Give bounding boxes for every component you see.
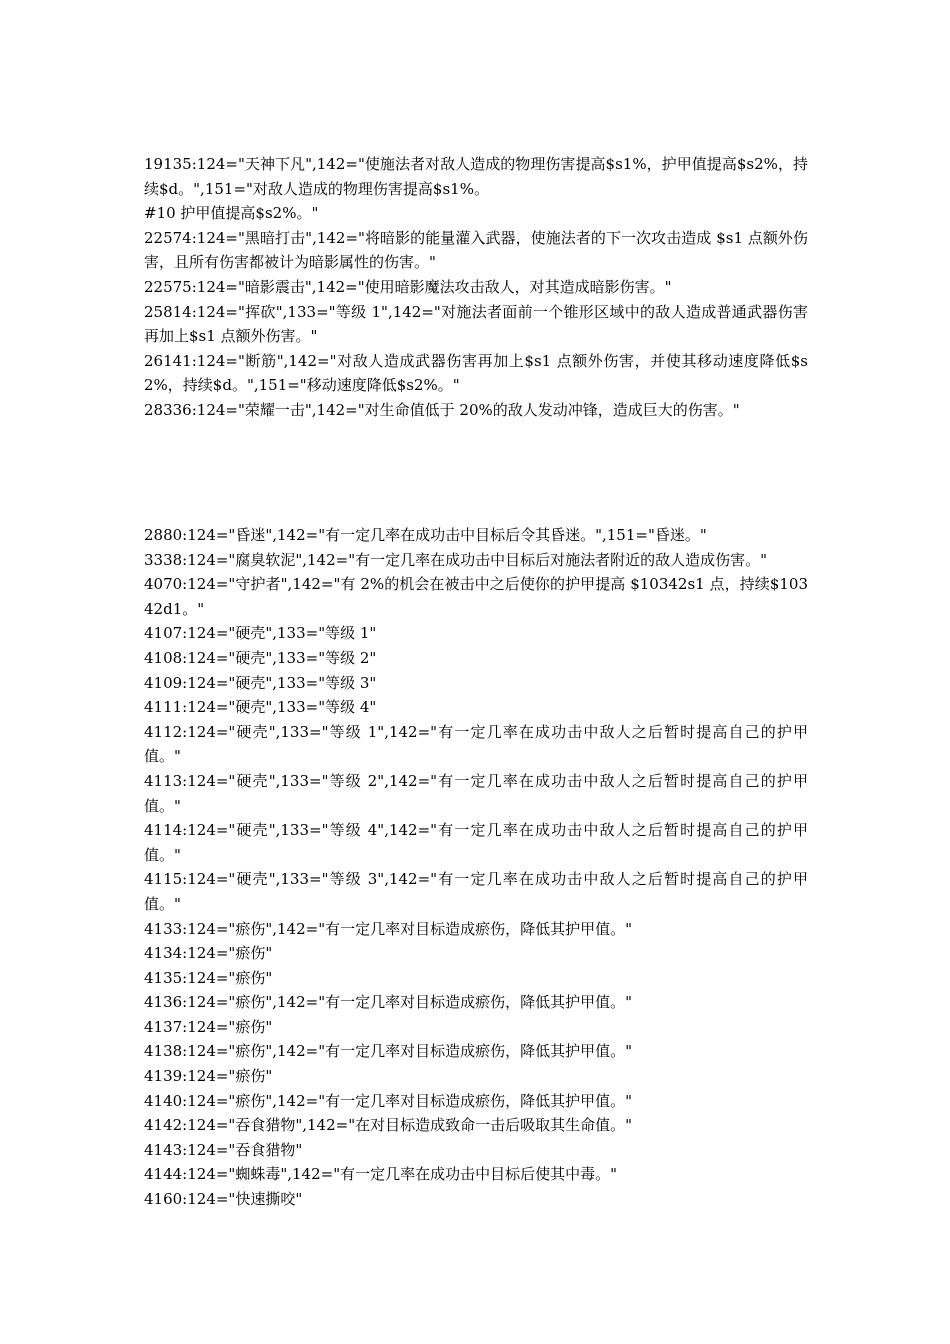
entry-line: 4070:124="守护者",142="有 2%的机会在被击中之后使你的护甲提高 $10342s1 点，持续$10342d1。" bbox=[144, 575, 808, 618]
text-block-1 bbox=[144, 152, 808, 423]
entry-line: 4144:124="蜘蛛毒",142="有一定几率在成功击中目标后使其中毒。" bbox=[144, 1165, 617, 1184]
entry-line: 4109:124="硬壳",133="等级 3" bbox=[144, 673, 377, 692]
entry-line: 4111:124="硬壳",133="等级 4" bbox=[144, 698, 377, 717]
entry-line: #10 护甲值提高$s2%。" bbox=[144, 204, 319, 223]
entry-line: 4138:124="瘀伤",142="有一定几率对目标造成瘀伤，降低其护甲值。" bbox=[144, 1042, 632, 1061]
entry-line: 4114:124="硬壳",133="等级 4",142="有一定几率在成功击中敌人之后暂时提高自己的护甲值。" bbox=[144, 821, 808, 864]
entry-line: 28336:124="荣耀一击",142="对生命值低于 20%的敌人发动冲锋，造成巨大的伤害。" bbox=[144, 400, 740, 419]
entry-line: 4136:124="瘀伤",142="有一定几率对目标造成瘀伤，降低其护甲值。" bbox=[144, 993, 632, 1012]
text-block-2 bbox=[144, 523, 808, 1212]
entry-line: 4112:124="硬壳",133="等级 1",142="有一定几率在成功击中敌人之后暂时提高自己的护甲值。" bbox=[144, 722, 808, 766]
entry-line: 3338:124="腐臭软泥",142="有一定几率在成功击中目标后对施法者附近的敌人造成伤害。" bbox=[144, 550, 767, 569]
entry-line: 4108:124="硬壳",133="等级 2" bbox=[144, 648, 377, 667]
entry-line: 19135:124="天神下凡",142="使施法者对敌人造成的物理伤害提高$s1%，护甲值提高$s2%，持续$d。",151="对敌人造成的物理伤害提高$s1%。 bbox=[144, 155, 808, 198]
entry-line: 4139:124="瘀伤" bbox=[144, 1067, 273, 1086]
entry-line: 4133:124="瘀伤",142="有一定几率对目标造成瘀伤，降低其护甲值。" bbox=[144, 919, 632, 938]
entry-line: 4143:124="吞食猎物" bbox=[144, 1140, 303, 1159]
entry-line: 4135:124="瘀伤" bbox=[144, 968, 273, 987]
entry-line: 4160:124="快速撕咬" bbox=[144, 1190, 303, 1209]
entry-line: 4140:124="瘀伤",142="有一定几率对目标造成瘀伤，降低其护甲值。" bbox=[144, 1091, 632, 1110]
entry-line: 4115:124="硬壳",133="等级 3",142="有一定几率在成功击中敌人之后暂时提高自己的护甲值。" bbox=[144, 870, 808, 913]
entry-line: 4137:124="瘀伤" bbox=[144, 1017, 273, 1036]
entry-line: 4107:124="硬壳",133="等级 1" bbox=[144, 624, 377, 643]
entry-line: 2880:124="昏迷",142="有一定几率在成功击中目标后令其昏迷。",151="昏迷。" bbox=[144, 526, 707, 544]
entry-line: 25814:124="挥砍",133="等级 1",142="对施法者面前一个锥形区域中的敌人造成普通武器伤害再加上$s1 点额外伤害。" bbox=[144, 302, 808, 346]
entry-line: 4113:124="硬壳",133="等级 2",142="有一定几率在成功击中敌人之后暂时提高自己的护甲值。" bbox=[144, 771, 808, 815]
entry-line: 22574:124="黑暗打击",142="将暗影的能量灌入武器，使施法者的下一次攻击造成 $s1 点额外伤害，且所有伤害都被计为暗影属性的伤害。" bbox=[144, 228, 808, 272]
entry-line: 22575:124="暗影震击",142="使用暗影魔法攻击敌人，对其造成暗影伤害。" bbox=[144, 277, 672, 296]
entry-line: 4134:124="瘀伤" bbox=[144, 944, 273, 963]
entry-line: 4142:124="吞食猎物",142="在对目标造成致命一击后吸取其生命值。" bbox=[144, 1116, 632, 1135]
entry-line: 26141:124="断筋",142="对敌人造成武器伤害再加上$s1 点额外伤害，并使其移动速度降低$s2%，持续$d。",151="移动速度降低$s2%。" bbox=[144, 351, 808, 395]
